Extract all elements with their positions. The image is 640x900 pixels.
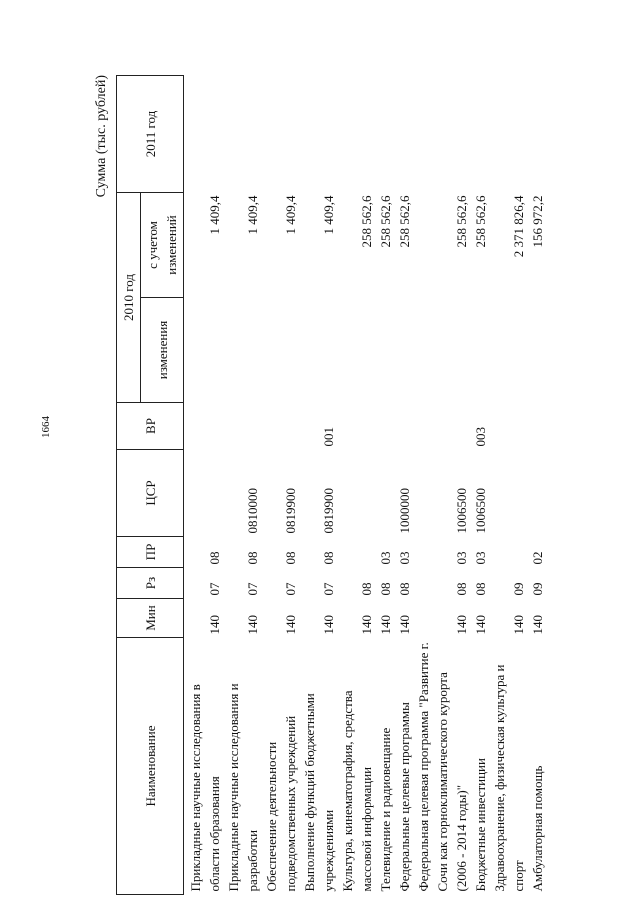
- row-with-changes: 258 562,6: [378, 195, 393, 248]
- row-csr: [376, 450, 395, 537]
- table-row: [224, 76, 262, 895]
- row-rz: 08: [378, 582, 393, 596]
- row-min: 140: [283, 615, 298, 635]
- row-changes: [338, 298, 376, 403]
- row-name: Федеральные целевые программы: [397, 702, 412, 892]
- row-name: Здравоохранение, физическая культура и спорт: [492, 664, 526, 892]
- row-csr: 1006500: [454, 488, 469, 534]
- row-2011: [224, 76, 262, 193]
- row-pr: 08: [283, 551, 298, 565]
- header-csr: ЦСР: [117, 450, 184, 537]
- row-csr: 0819900: [283, 488, 298, 534]
- row-vr: [528, 403, 547, 450]
- row-changes: [184, 298, 225, 403]
- row-rz: 08: [473, 582, 488, 596]
- row-vr: [395, 403, 414, 450]
- row-2011: [471, 76, 490, 193]
- units-label: Сумма (тыс. рублей): [94, 75, 109, 198]
- row-with-changes: 258 562,6: [397, 195, 412, 248]
- row-csr: [184, 450, 225, 537]
- row-csr: 1006500: [473, 488, 488, 534]
- row-2011: [490, 76, 528, 193]
- row-rz: 07: [321, 582, 336, 596]
- row-with-changes: 1 409,4: [245, 195, 260, 235]
- row-pr: [338, 537, 376, 568]
- row-vr: [224, 403, 262, 450]
- row-min: 140: [397, 615, 412, 635]
- row-with-changes: 1 409,4: [207, 195, 222, 235]
- header-changes: изменения: [141, 298, 184, 403]
- row-pr: [490, 537, 528, 568]
- row-vr: [184, 403, 225, 450]
- row-min: 140: [245, 615, 260, 635]
- row-vr: [414, 403, 471, 450]
- row-pr: 03: [378, 551, 393, 565]
- row-with-changes: 156 972,2: [530, 195, 545, 248]
- row-vr: 003: [473, 427, 488, 447]
- header-min: Мин: [117, 599, 184, 638]
- budget-sheet: [94, 75, 545, 895]
- row-changes: [224, 298, 262, 403]
- table-row: [262, 76, 300, 895]
- row-min: 140: [207, 615, 222, 635]
- row-csr: [528, 450, 547, 537]
- row-vr: 001: [321, 427, 336, 447]
- row-name: Прикладные научные исследования в области образования: [188, 684, 222, 892]
- header-2011: 2011 год: [117, 76, 184, 193]
- table-row: [376, 76, 395, 895]
- page-number: 1664: [40, 416, 52, 438]
- row-csr: 0810000: [245, 488, 260, 534]
- row-min: 140: [378, 615, 393, 635]
- row-min: 140: [321, 615, 336, 635]
- row-csr: 1000000: [397, 488, 412, 534]
- row-2011: [338, 76, 376, 193]
- row-rz: 08: [397, 582, 412, 596]
- table-row: [471, 76, 490, 895]
- row-pr: 03: [473, 551, 488, 565]
- row-pr: 03: [397, 551, 412, 565]
- row-name: Прикладные научные исследования и разработки: [226, 683, 260, 892]
- row-rz: 07: [207, 582, 222, 596]
- row-min: 140: [359, 615, 374, 635]
- row-changes: [414, 298, 471, 403]
- row-rz: 07: [245, 582, 260, 596]
- header-pr: ПР: [117, 537, 184, 568]
- row-with-changes: 2 371 826,4: [511, 195, 526, 258]
- row-vr: [338, 403, 376, 450]
- table-row: [184, 76, 225, 895]
- row-pr: 08: [207, 551, 222, 565]
- row-changes: [528, 298, 547, 403]
- row-rz: 08: [359, 582, 374, 596]
- row-csr: [338, 450, 376, 537]
- header-name: Наименование: [117, 638, 184, 895]
- row-vr: [262, 403, 300, 450]
- row-2011: [376, 76, 395, 193]
- table-header: [117, 76, 184, 895]
- row-with-changes: 258 562,6: [359, 195, 374, 248]
- row-vr: [490, 403, 528, 450]
- row-rz: 08: [454, 582, 469, 596]
- table-row: [490, 76, 528, 895]
- row-2011: [395, 76, 414, 193]
- row-min: 140: [454, 615, 469, 635]
- row-name: Выполнение функций бюджетными учреждениями: [302, 693, 336, 892]
- row-pr: 02: [530, 551, 545, 565]
- budget-table: [116, 75, 547, 895]
- row-rz: 07: [283, 582, 298, 596]
- row-name: Обеспечение деятельности подведомственных учреждений: [264, 715, 298, 892]
- row-changes: [262, 298, 300, 403]
- header-vr: ВР: [117, 403, 184, 450]
- row-with-changes: 1 409,4: [321, 195, 336, 235]
- row-2011: [262, 76, 300, 193]
- row-2011: [300, 76, 338, 193]
- row-name: Бюджетные инвестиции: [473, 758, 488, 892]
- row-pr: 03: [454, 551, 469, 565]
- table-row: [338, 76, 376, 895]
- table-body: [184, 76, 548, 895]
- row-csr: [490, 450, 528, 537]
- table-row: [414, 76, 471, 895]
- header-rz: Рз: [117, 568, 184, 599]
- row-2011: [528, 76, 547, 193]
- row-pr: 08: [245, 551, 260, 565]
- row-2011: [184, 76, 225, 193]
- row-changes: [490, 298, 528, 403]
- row-name: Федеральная целевая программа "Развитие г. Сочи как горноклиматического курорта (2006 - 2014 годы)": [416, 642, 469, 892]
- header-2010: 2010 год: [117, 193, 141, 403]
- row-rz: 09: [530, 582, 545, 596]
- row-name: Телевидение и радиовещание: [378, 727, 393, 892]
- row-2011: [414, 76, 471, 193]
- row-changes: [471, 298, 490, 403]
- header-with-changes: с учетом изменений: [141, 193, 184, 298]
- row-changes: [300, 298, 338, 403]
- row-name: Культура, кинематография, средства массовой информации: [340, 690, 374, 892]
- table-row: [395, 76, 414, 895]
- row-with-changes: 1 409,4: [283, 195, 298, 235]
- row-rz: 09: [511, 582, 526, 596]
- row-changes: [376, 298, 395, 403]
- table-row: [528, 76, 547, 895]
- table-row: [300, 76, 338, 895]
- header-row-1: [117, 76, 141, 895]
- row-name: Амбулаторная помощь: [530, 765, 545, 892]
- row-with-changes: 258 562,6: [454, 195, 469, 248]
- row-min: 140: [511, 615, 526, 635]
- row-pr: 08: [321, 551, 336, 565]
- row-changes: [395, 298, 414, 403]
- row-with-changes: 258 562,6: [473, 195, 488, 248]
- row-vr: [376, 403, 395, 450]
- row-csr: 0819900: [321, 488, 336, 534]
- row-min: 140: [530, 615, 545, 635]
- row-min: 140: [473, 615, 488, 635]
